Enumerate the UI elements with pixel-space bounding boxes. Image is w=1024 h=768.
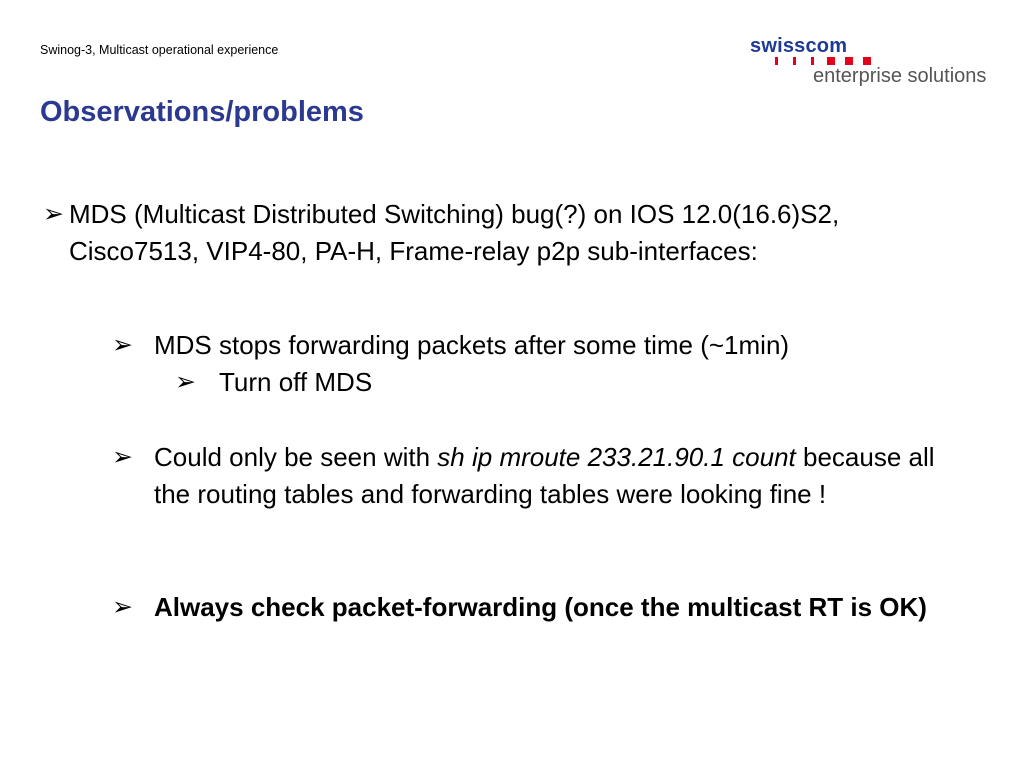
bullet-text-after: because all the routing tables and forwarding tables were looking fine ! bbox=[154, 442, 935, 509]
bullet-text-bold: Always check packet-forwarding (once the multicast RT is OK) bbox=[154, 592, 927, 622]
bullet-text: MDS stops forwarding packets after some time (~1min) bbox=[154, 330, 790, 360]
page-title: Observations/problems bbox=[40, 96, 364, 128]
swisscom-logo bbox=[747, 33, 1009, 93]
header-subtitle: Swinog-3, Multicast operational experience bbox=[40, 43, 279, 57]
arrow-bullet-icon: ➢ bbox=[112, 593, 133, 621]
command-text: sh ip mroute 233.21.90.1 count bbox=[437, 442, 796, 472]
logo-tagline: enterprise solutions bbox=[813, 65, 987, 87]
arrow-bullet-icon: ➢ bbox=[112, 331, 133, 359]
arrow-bullet-icon: ➢ bbox=[43, 200, 64, 228]
bullet-text-before: Could only be seen with bbox=[154, 442, 438, 472]
bullet-text: MDS (Multicast Distributed Switching) bug(?) on IOS 12.0(16.6)S2, Cisco7513, VIP4-80, PA-H, Frame-relay p2p sub-interfaces: bbox=[69, 199, 840, 266]
bullet-text bbox=[154, 439, 974, 513]
logo-brand-text: swisscom bbox=[750, 35, 848, 57]
arrow-bullet-icon: ➢ bbox=[112, 443, 133, 471]
bullet-text: Turn off MDS bbox=[219, 367, 373, 397]
arrow-bullet-icon: ➢ bbox=[175, 368, 196, 396]
